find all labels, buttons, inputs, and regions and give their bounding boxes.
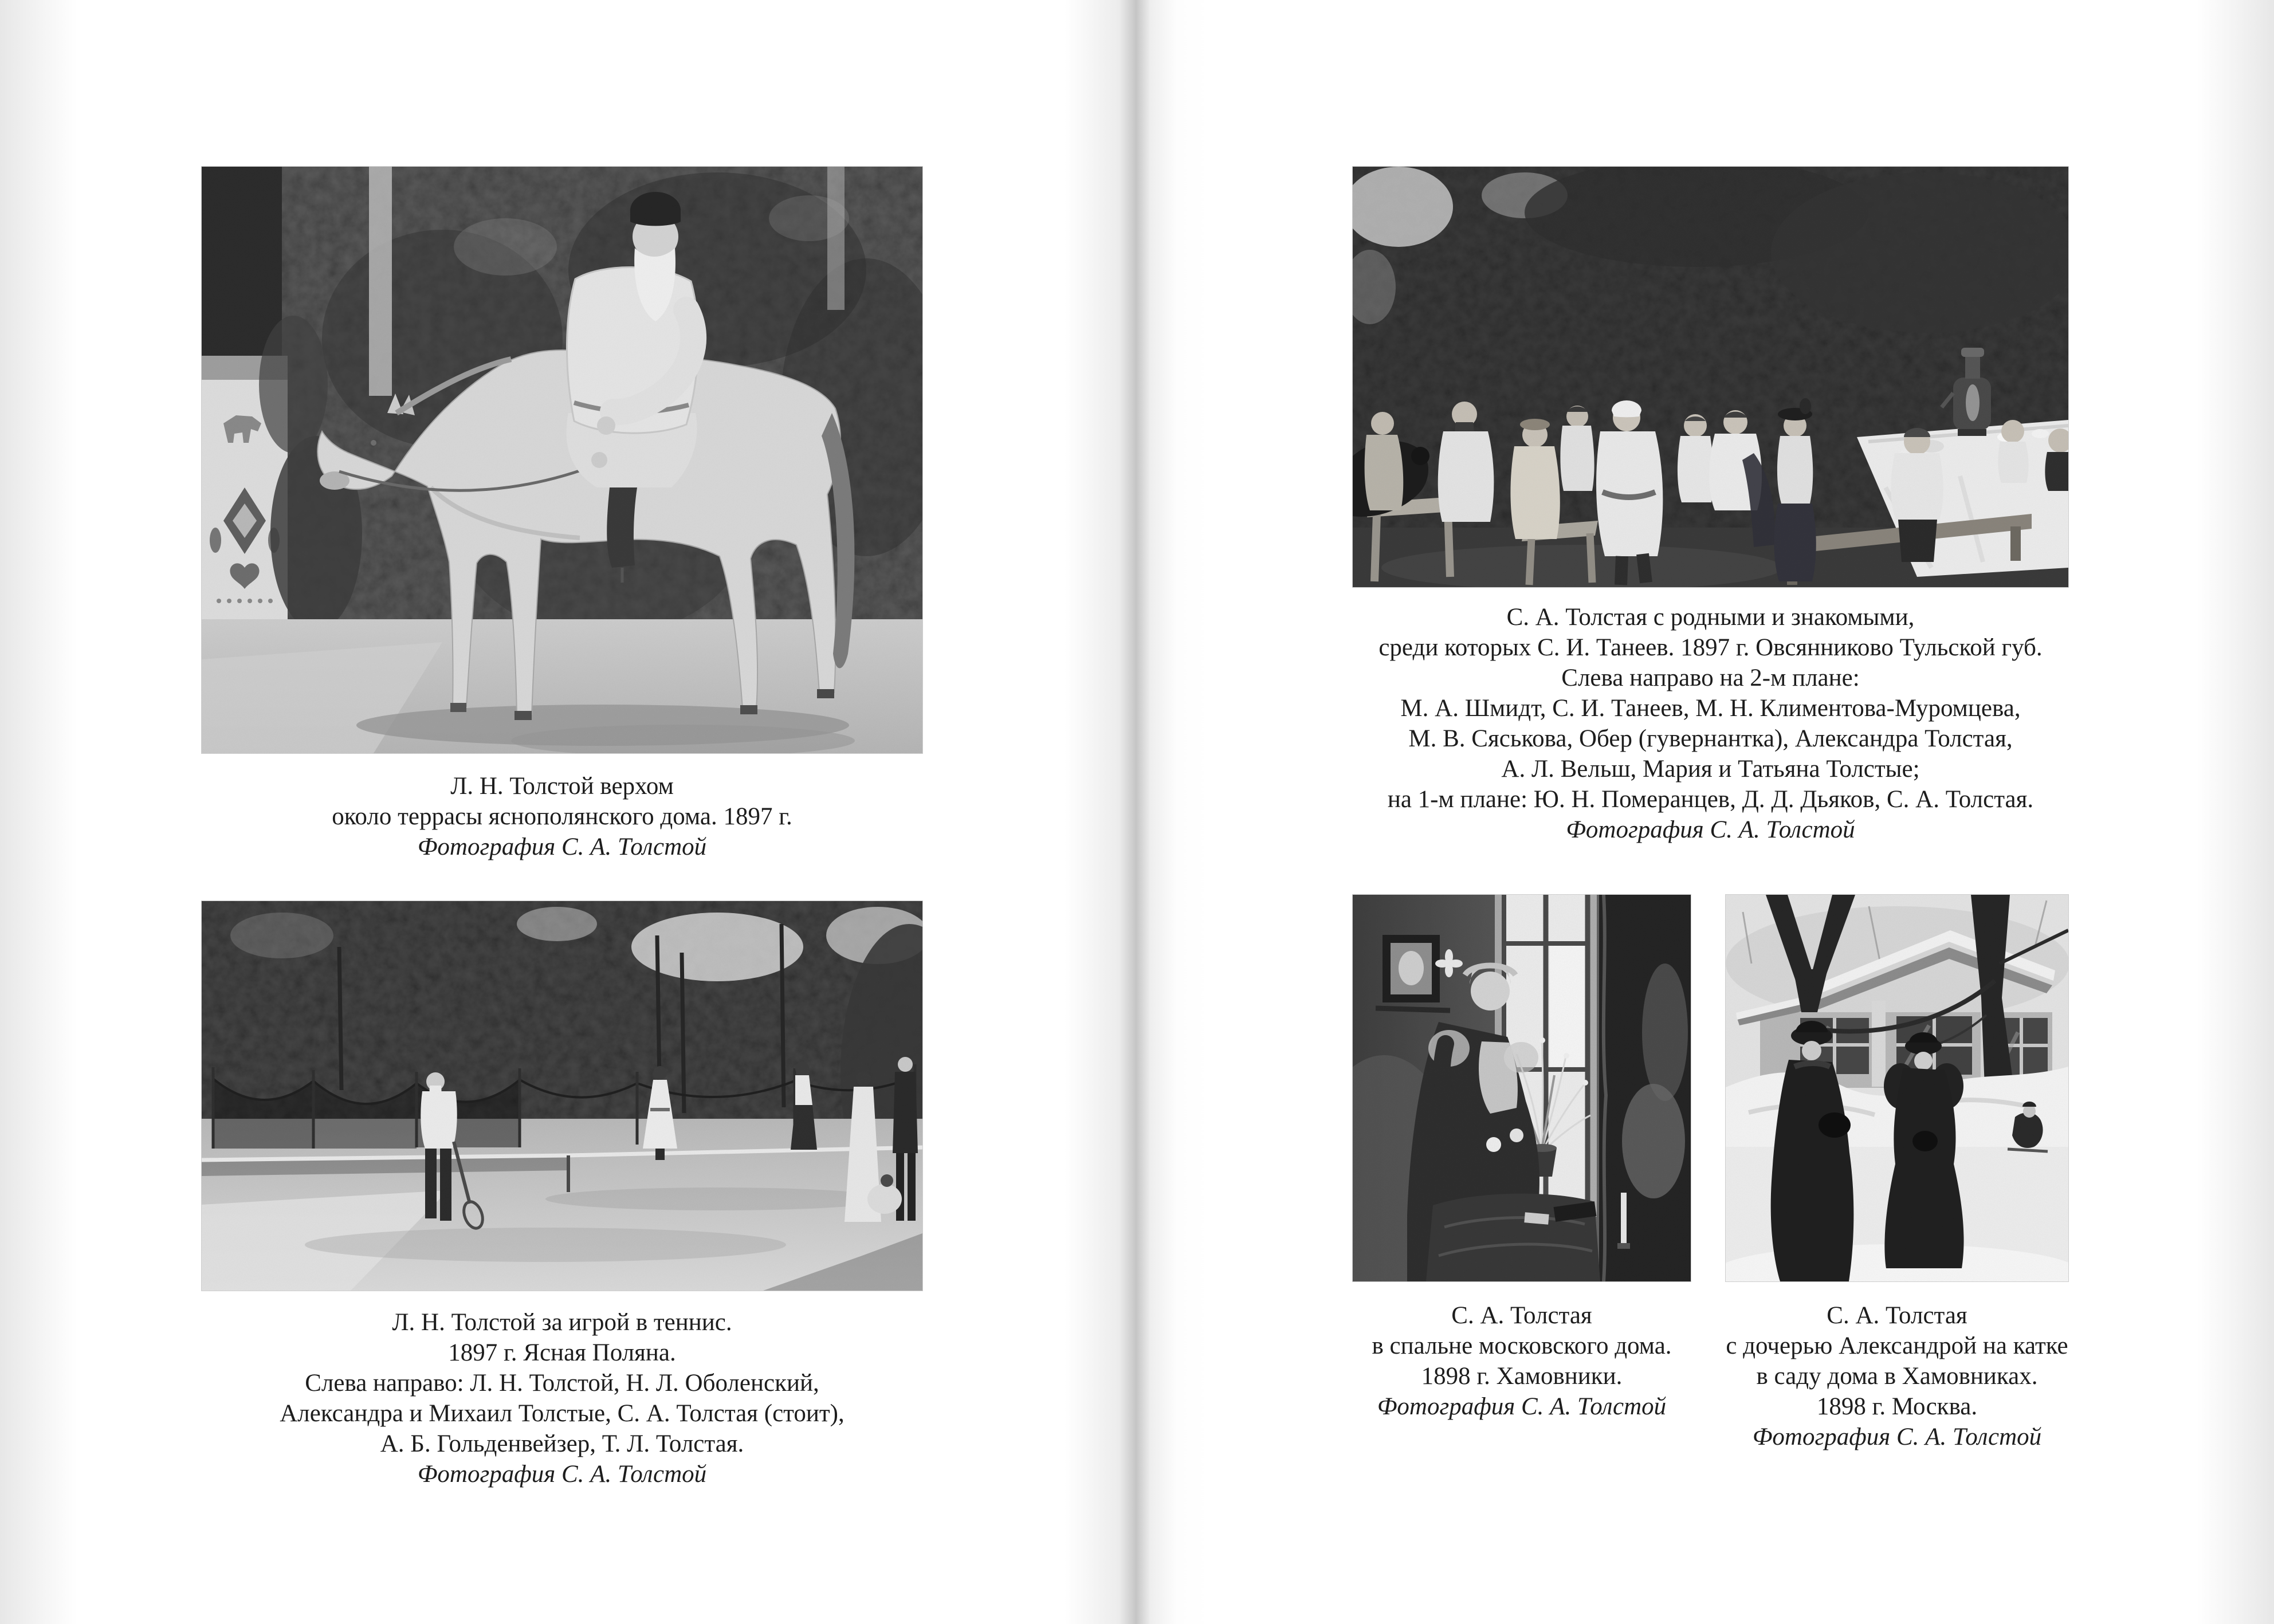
left-page: [0, 0, 1136, 1624]
tea-photo-illustration: [1353, 167, 2068, 587]
caption-line: на 1-м плане: Ю. Н. Померанцев, Д. Д. Дьяков, С. А. Толстая.: [1387, 786, 2034, 813]
caption-line: С. А. Толстая: [1827, 1302, 1967, 1329]
caption-skating: [1639, 1300, 2155, 1452]
page-edge-shadow-left: [0, 0, 77, 1624]
caption-tea-party: [1224, 602, 2198, 845]
photo-tennis-game: [202, 901, 922, 1291]
caption-credit: Фотография С. А. Толстой: [1752, 1424, 2042, 1450]
figure-horse: [202, 167, 922, 860]
caption-line: с дочерью Александрой на катке: [1726, 1332, 2068, 1359]
caption-line: в спальне московского дома.: [1372, 1332, 1672, 1359]
caption-line: среди которых С. И. Танеев. 1897 г. Овсянниково Тульской губ.: [1378, 634, 2043, 661]
figure-tea-party: [1353, 167, 2068, 843]
caption-line: 1898 г. Москва.: [1816, 1393, 1978, 1420]
figure-tennis: [202, 901, 922, 1488]
caption-line: М. В. Сяськова, Обер (гувернантка), Александра Толстая,: [1408, 725, 2013, 752]
caption-line: М. А. Шмидт, С. И. Танеев, М. Н. Климентова-Муромцева,: [1400, 695, 2021, 722]
horse-photo-illustration: [202, 167, 922, 753]
skating-photo-illustration: [1726, 895, 2068, 1281]
caption-line: 1898 г. Хамовники.: [1421, 1363, 1623, 1390]
figure-skating: [1726, 895, 2068, 1450]
caption-line: А. Б. Гольденвейзер, Т. Л. Толстая.: [380, 1430, 744, 1457]
photo-bedroom-window: [1353, 895, 1691, 1281]
caption-credit: Фотография С. А. Толстой: [417, 1461, 707, 1488]
caption-line: А. Л. Вельш, Мария и Татьяна Толстые;: [1501, 756, 1920, 782]
page-edge-shadow-right: [2197, 0, 2274, 1624]
photo-tolstoy-on-horseback: [202, 167, 922, 753]
caption-credit: Фотография С. А. Толстой: [1566, 816, 1855, 843]
photo-skating-winter: [1726, 895, 2068, 1281]
caption-tennis: [75, 1307, 1049, 1489]
caption-horse: [75, 771, 1049, 862]
figure-bedroom: [1353, 895, 1691, 1420]
tennis-photo-illustration: [202, 901, 922, 1291]
caption-credit: Фотография С. А. Толстой: [417, 833, 707, 860]
photo-tea-party: [1353, 167, 2068, 587]
caption-line: Александра и Михаил Толстые, С. А. Толстая (стоит),: [280, 1400, 845, 1427]
caption-line: Л. Н. Толстой за игрой в теннис.: [392, 1309, 732, 1336]
caption-line: 1897 г. Ясная Поляна.: [448, 1339, 676, 1366]
caption-credit: Фотография С. А. Толстой: [1377, 1393, 1667, 1420]
caption-line: в саду дома в Хамовниках.: [1756, 1363, 2038, 1390]
caption-line: Слева направо на 2-м плане:: [1561, 664, 1860, 691]
caption-line: Л. Н. Толстой верхом: [450, 773, 674, 800]
caption-line: около террасы яснополянского дома. 1897 г.: [332, 803, 792, 830]
bedroom-photo-illustration: [1353, 895, 1691, 1281]
caption-line: С. А. Толстая с родными и знакомыми,: [1506, 604, 1915, 631]
caption-line: Слева направо: Л. Н. Толстой, Н. Л. Оболенский,: [305, 1370, 819, 1397]
caption-line: С. А. Толстая: [1451, 1302, 1592, 1329]
